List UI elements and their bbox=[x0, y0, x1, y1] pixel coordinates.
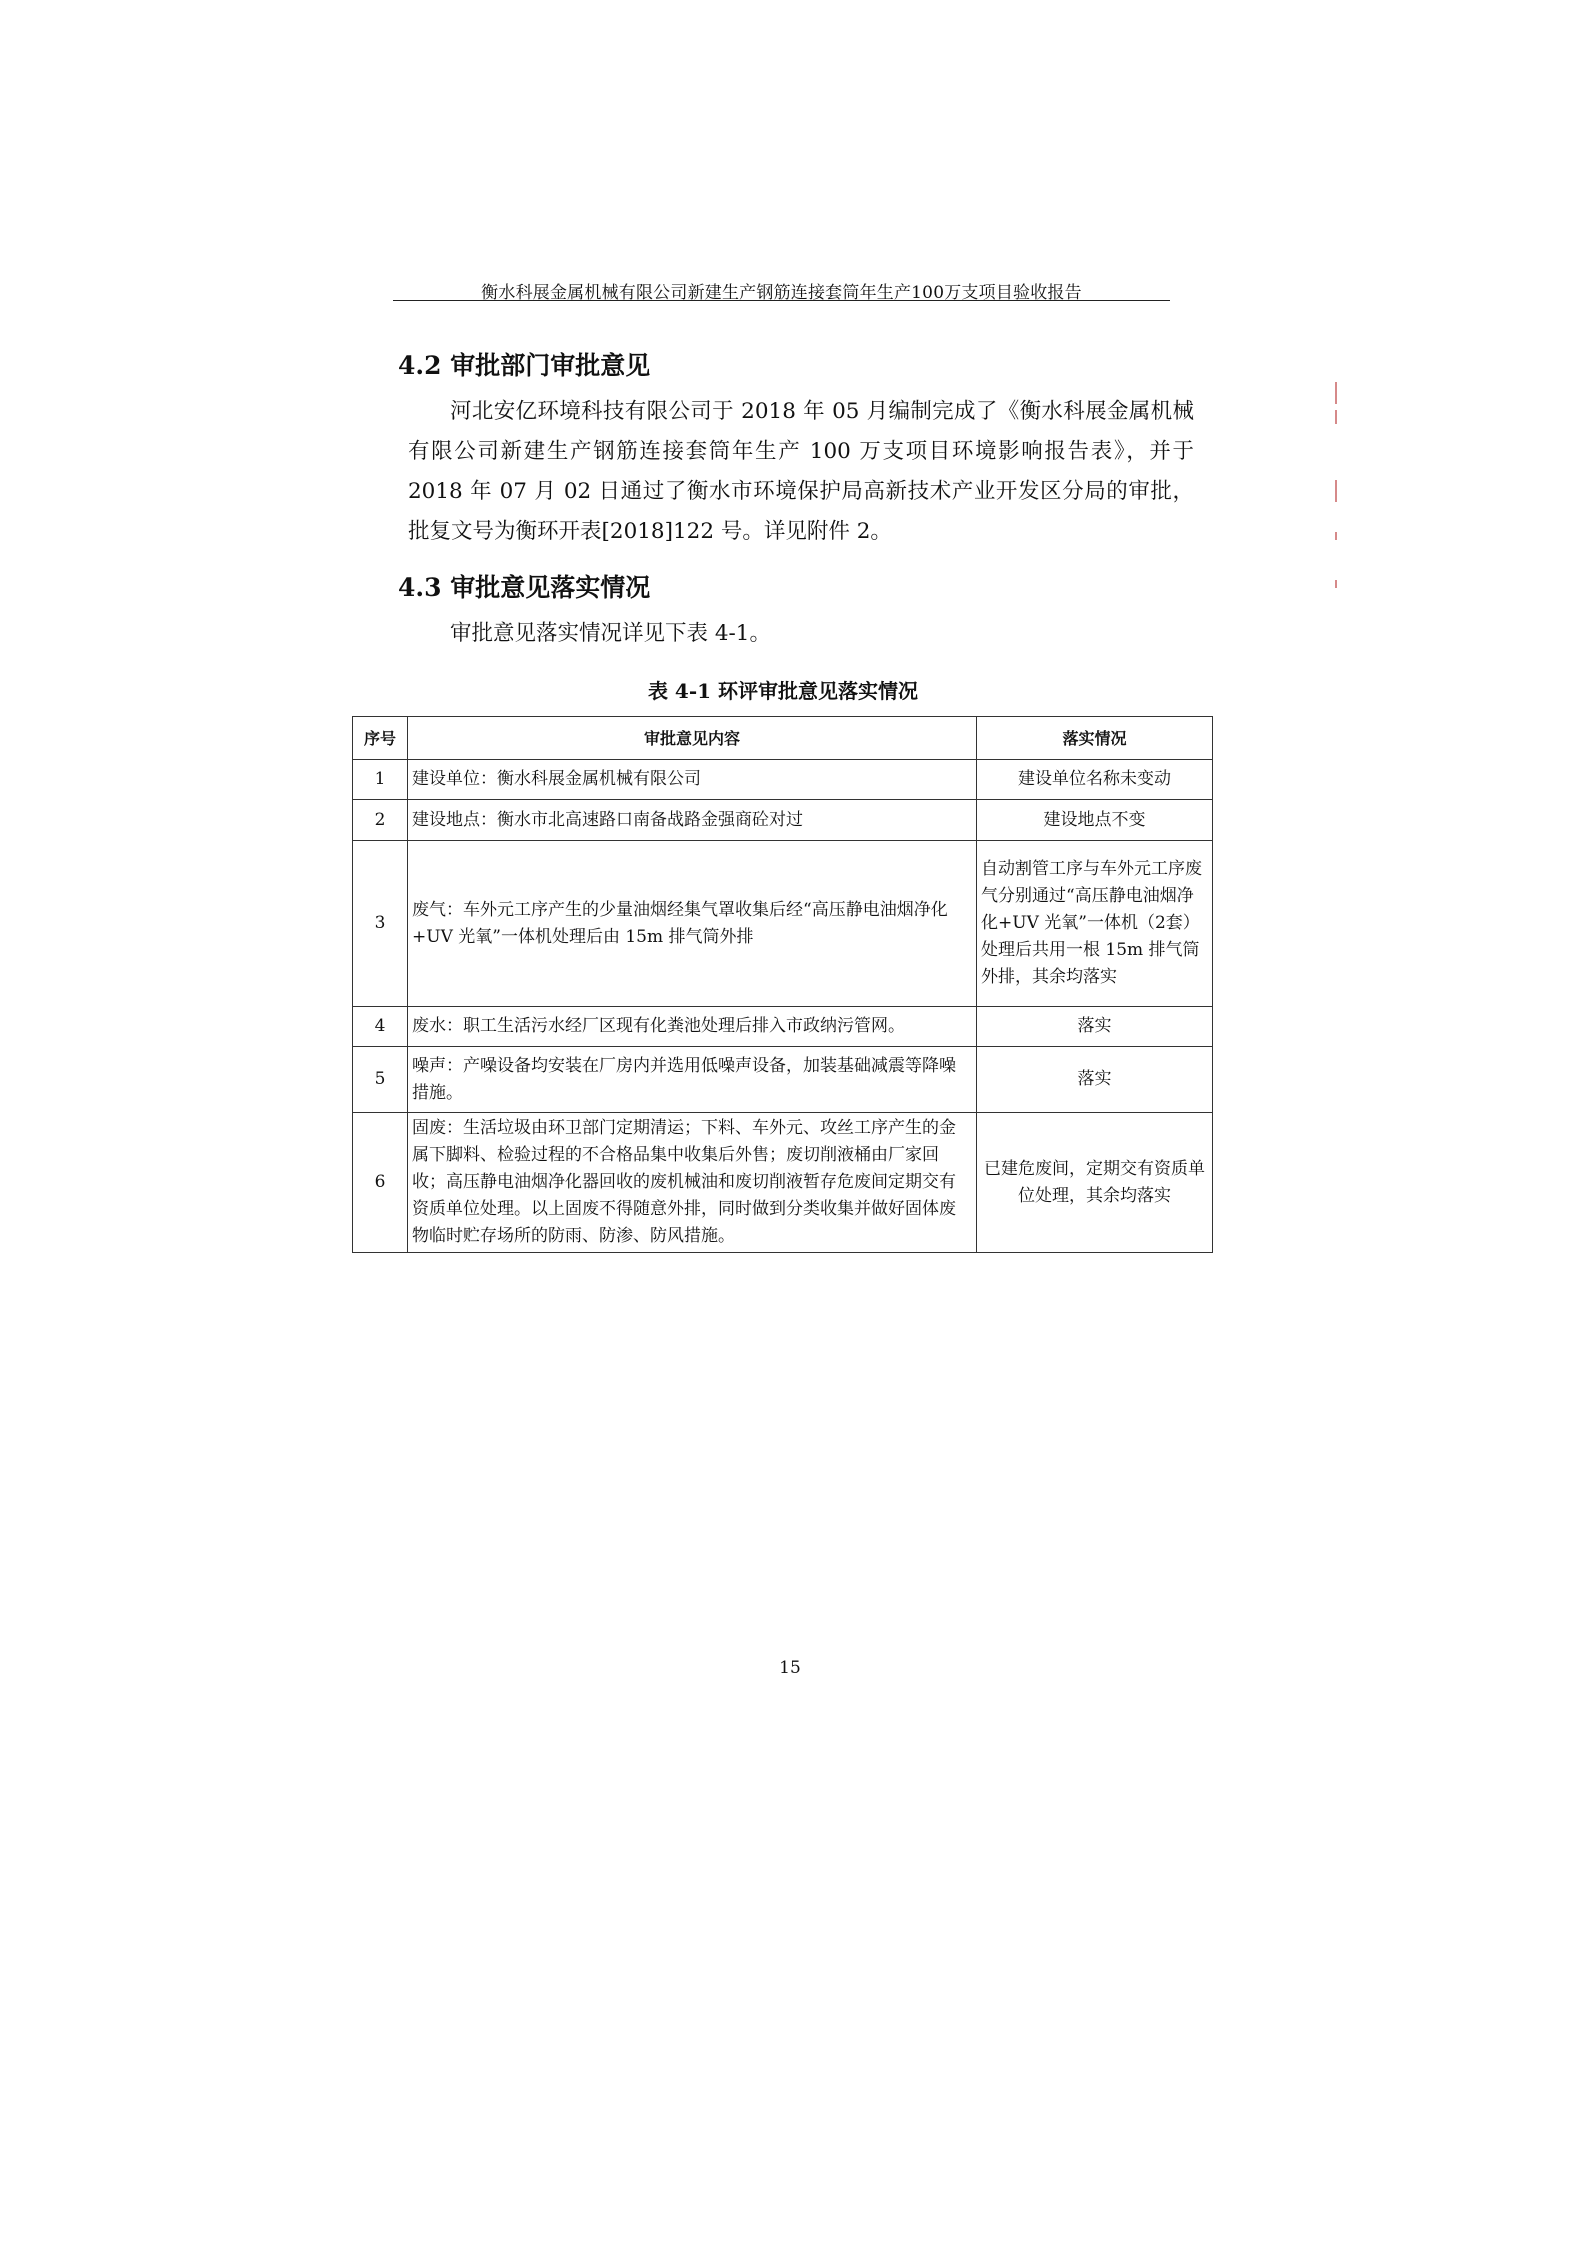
table-row bbox=[353, 1007, 1213, 1047]
header-status: 落实情况 bbox=[977, 717, 1213, 760]
section-heading-4-3: 4.3 审批意见落实情况 bbox=[398, 573, 651, 602]
row-status: 落实 bbox=[977, 1007, 1213, 1047]
row-content: 建设地点：衡水市北高速路口南备战路金强商砼对过 bbox=[408, 800, 977, 841]
row-status: 落实 bbox=[977, 1047, 1213, 1113]
row-no: 2 bbox=[353, 800, 408, 841]
scan-artifact-mark bbox=[1335, 410, 1337, 424]
table-row bbox=[353, 1113, 1213, 1253]
section-4-2-paragraph: 河北安亿环境科技有限公司于 2018 年 05 月编制完成了《衡水科展金属机械有限公司新建生产钢筋连接套筒年生产 100 万支项目环境影响报告表》，并于 2018 年 07 月 02 日通过了衡水市环境保护局高新技术产业开发区分局的审批，批复文号为衡环开表[2018]122 号。详见附件 2。 bbox=[408, 399, 1194, 544]
scan-artifact-mark bbox=[1335, 532, 1337, 540]
row-content: 建设单位：衡水科展金属机械有限公司 bbox=[408, 760, 977, 800]
table-row bbox=[353, 800, 1213, 841]
scan-artifact-mark bbox=[1335, 480, 1337, 502]
row-no: 3 bbox=[353, 841, 408, 1007]
table-row bbox=[353, 841, 1213, 1007]
row-content: 废气：车外元工序产生的少量油烟经集气罩收集后经“高压静电油烟净化+UV 光氧”一体机处理后由 15m 排气筒外排 bbox=[408, 841, 977, 1007]
page-header-title: 衡水科展金属机械有限公司新建生产钢筋连接套筒年生产100万支项目验收报告 bbox=[481, 283, 1082, 303]
row-status: 建设地点不变 bbox=[977, 800, 1213, 841]
row-status: 已建危废间，定期交有资质单位处理，其余均落实 bbox=[977, 1113, 1213, 1253]
section-4-3-paragraph: 审批意见落实情况详见下表 4-1。 bbox=[450, 621, 771, 646]
scan-artifact-mark bbox=[1335, 382, 1337, 404]
section-heading-4-2: 4.2 审批部门审批意见 bbox=[398, 351, 651, 380]
row-no: 4 bbox=[353, 1007, 408, 1047]
row-no: 5 bbox=[353, 1047, 408, 1113]
table-row bbox=[353, 760, 1213, 800]
header-rule bbox=[393, 300, 1170, 301]
row-content: 噪声：产噪设备均安装在厂房内并选用低噪声设备，加装基础减震等降噪措施。 bbox=[408, 1047, 977, 1113]
page-number: 15 bbox=[779, 1658, 801, 1678]
row-content: 废水：职工生活污水经厂区现有化粪池处理后排入市政纳污管网。 bbox=[408, 1007, 977, 1047]
row-content: 固废：生活垃圾由环卫部门定期清运；下料、车外元、攻丝工序产生的金属下脚料、检验过程的不合格品集中收集后外售；废切削液桶由厂家回收；高压静电油烟净化器回收的废机械油和废切削液暂存危废间定期交有资质单位处理。以上固废不得随意外排，同时做到分类收集并做好固体废物临时贮存场所的防雨、防渗、防风措施。 bbox=[408, 1113, 977, 1253]
scan-artifact-mark bbox=[1335, 580, 1337, 588]
row-no: 6 bbox=[353, 1113, 408, 1253]
approval-table bbox=[352, 716, 1213, 1253]
header-content: 审批意见内容 bbox=[408, 717, 977, 760]
row-status: 自动割管工序与车外元工序废气分别通过“高压静电油烟净化+UV 光氧”一体机（2套）处理后共用一根 15m 排气筒外排，其余均落实 bbox=[977, 841, 1213, 1007]
header-no: 序号 bbox=[353, 717, 408, 760]
row-status: 建设单位名称未变动 bbox=[977, 760, 1213, 800]
table-row bbox=[353, 1047, 1213, 1113]
row-no: 1 bbox=[353, 760, 408, 800]
table-header-row bbox=[353, 717, 1213, 760]
table-title: 表 4-1 环评审批意见落实情况 bbox=[647, 679, 919, 703]
